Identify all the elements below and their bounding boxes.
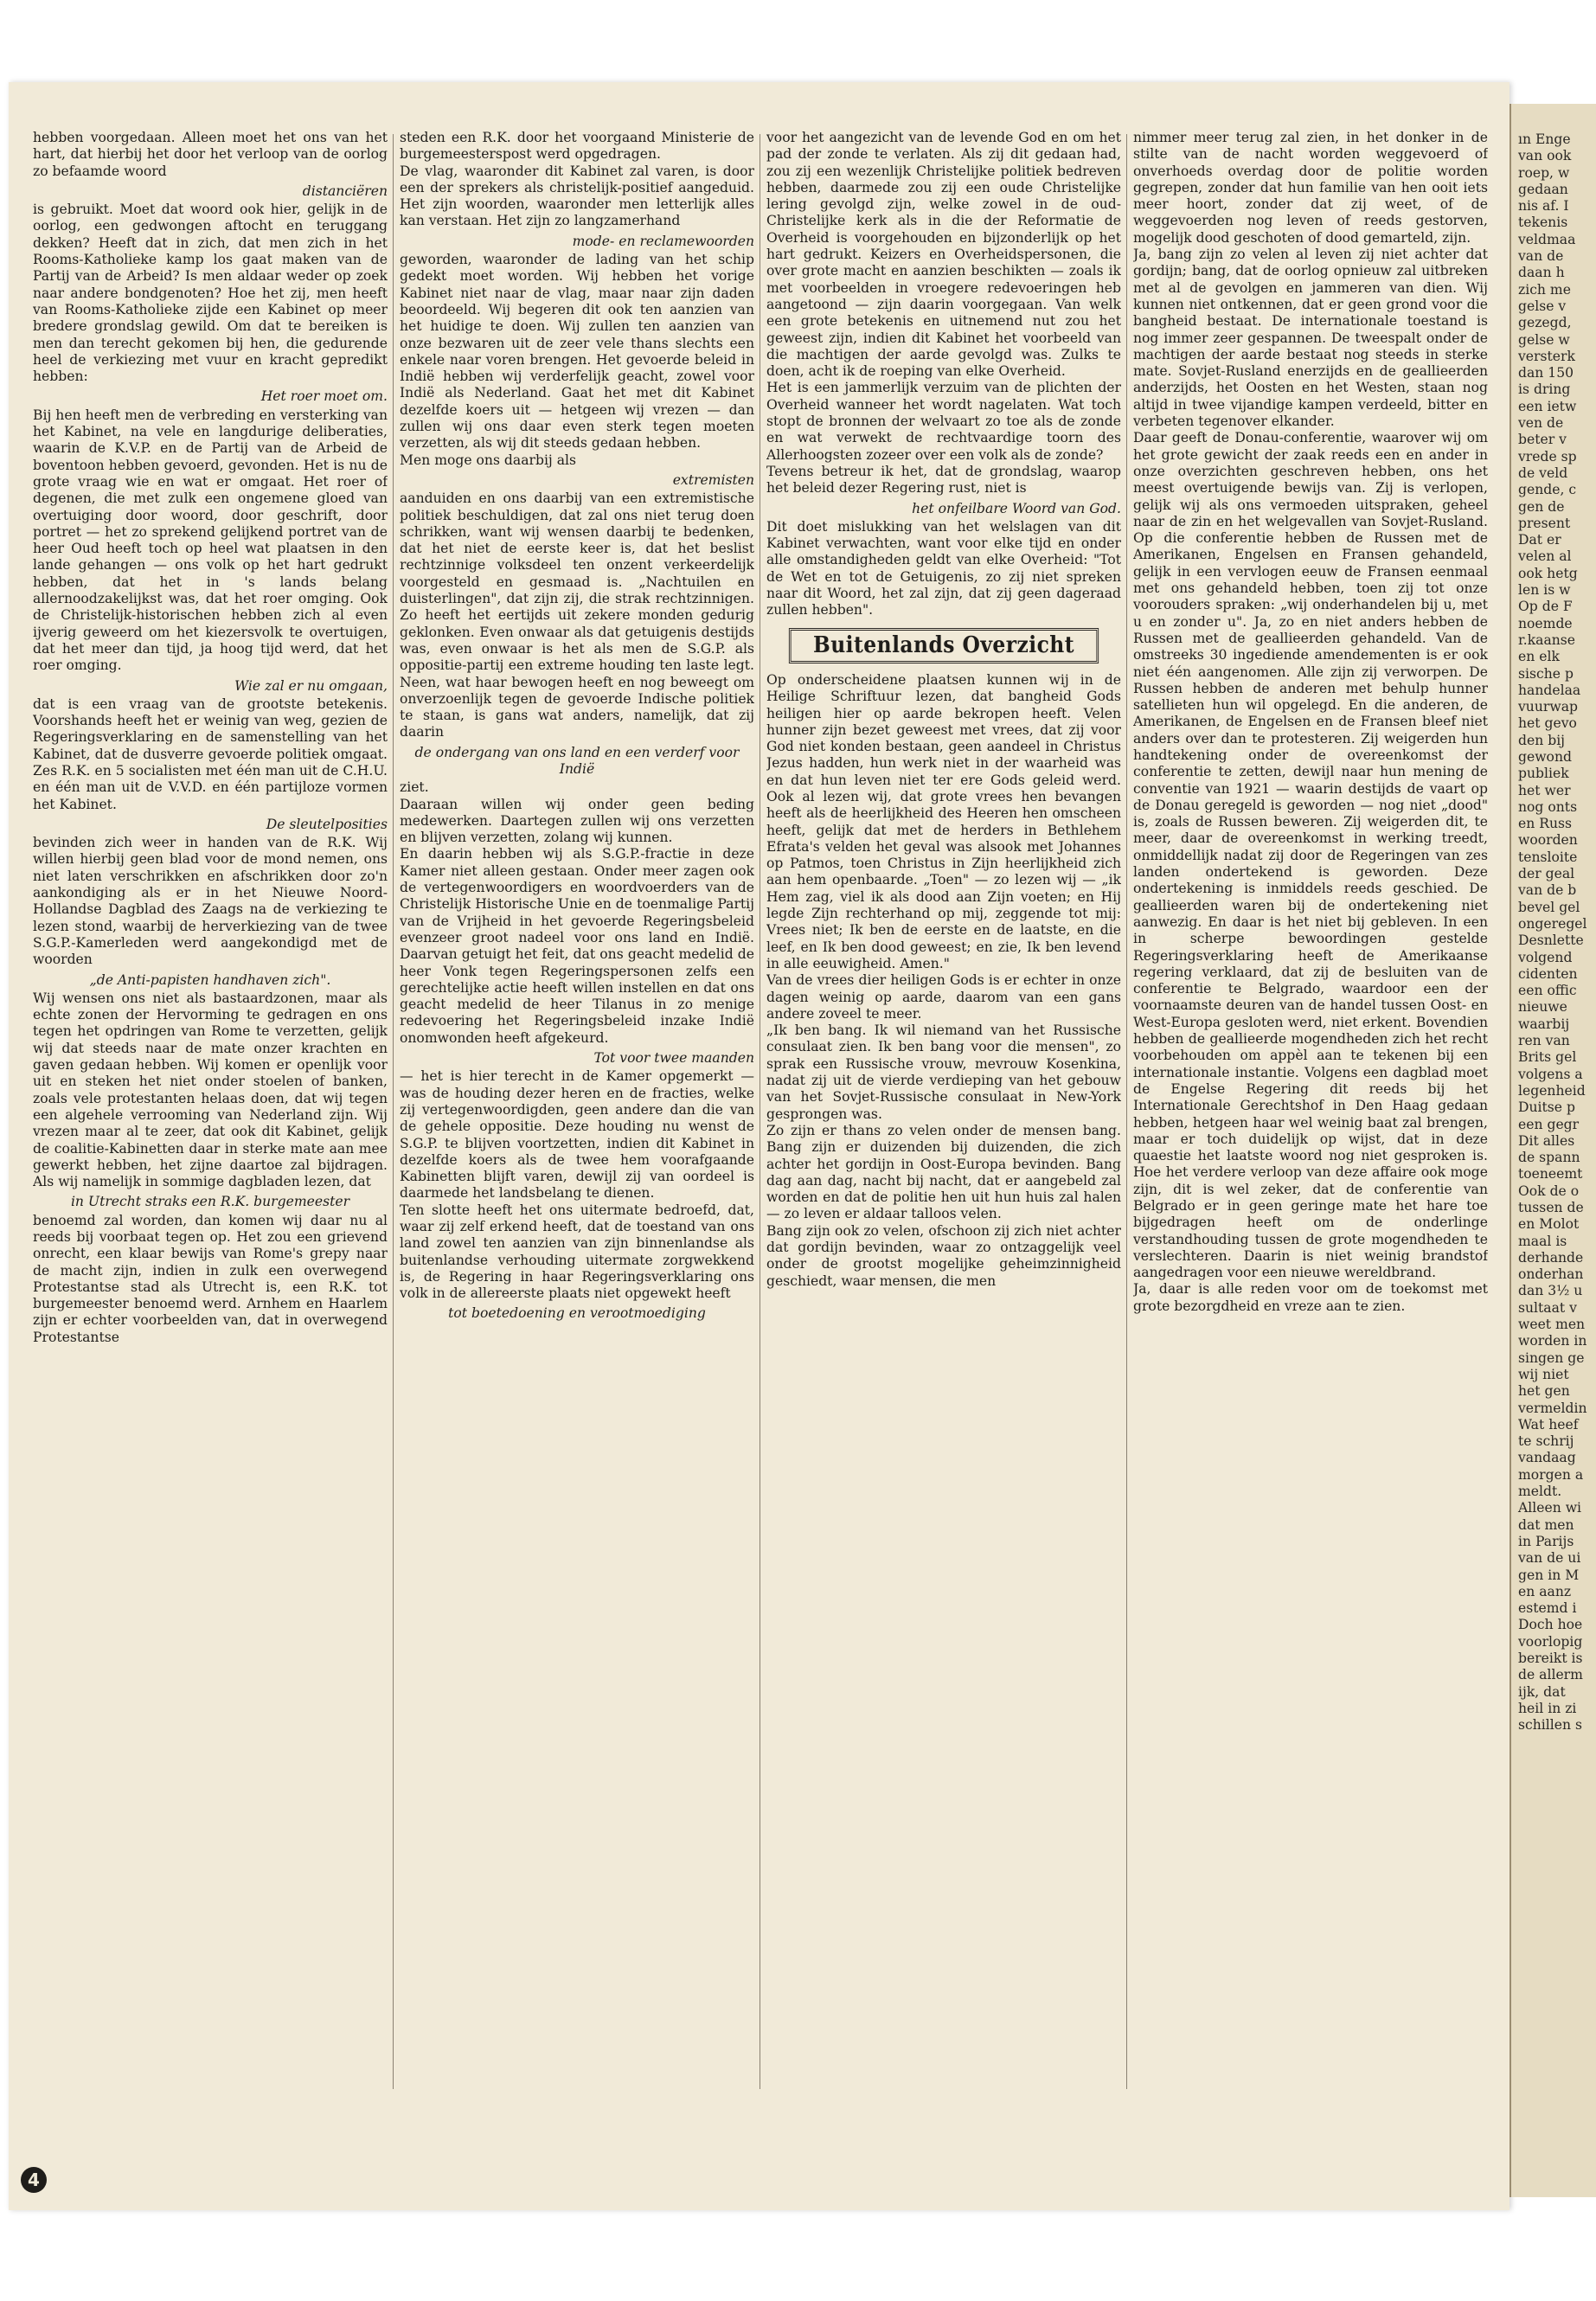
article-paragraph: — het is hier terecht in de Kamer opgemerkt — was de houding dezer heren en de fracties, welke zij vertegenwoordigden, geen andere dan die van de gehele oppositie. Deze houding nu wenst de S.G.P. te blijven voortzetten, indien dit Kabinet in dezelfde koers als de twee hem voorafgaande Kabinetten blijft varen, dewijl zij van oordeel is daarmede het landsbelang te dienen.: [400, 1068, 754, 1202]
adjacent-page-line: den bij: [1518, 732, 1566, 748]
adjacent-page-line: vuurwap: [1518, 699, 1578, 715]
adjacent-page-line: beter v: [1518, 432, 1567, 448]
adjacent-page-line: van de ui: [1518, 1550, 1581, 1567]
adjacent-page-line: gen in M: [1518, 1567, 1580, 1583]
adjacent-page-line: een ietw: [1518, 398, 1577, 414]
adjacent-page-line: nis af. I: [1518, 198, 1569, 215]
adjacent-page-line: gewond: [1518, 748, 1572, 765]
adjacent-page-line: weet men: [1518, 1317, 1586, 1333]
adjacent-page-line: de spann: [1518, 1150, 1580, 1166]
adjacent-page-line: Op de F: [1518, 599, 1573, 615]
text-column-4: [1133, 130, 1488, 2093]
article-paragraph: Van de vrees dier heiligen Gods is er echter in onze dagen weinig op aarde, daarom van een gans andere zoveel te meer.: [766, 972, 1121, 1022]
adjacent-page-line: tussen de: [1518, 1200, 1584, 1215]
article-paragraph: ziet.: [400, 779, 429, 796]
article-paragraph: Op onderscheidene plaatsen kunnen wij in de Heilige Schriftuur lezen, dat bangheid Gods heiligen hier op aarde bekropen heeft. Velen hunner zijn bezet geweest met vrees, dat zij voor God niet konden bestaan, geen aandeel in Christus Jezus hadden, hun werk niet in der waarheid was en dat hun leven niet ter ere Gods geleid werd. Ook al lezen wij, dat grote vrees hen bevangen heeft als de heerlijkheid des Heeren hen omscheen heeft, gelijk dat met de herders in Bethlehem Efrata's velden het geval was alsook met Johannes op Patmos, toen Christus in Zijn heerlijkheid zich aan hem openbaarde. „Toen" — zo lezen wij — „ik Hem zag, viel ik als dood aan Zijn voeten; en Hij legde Zijn rechterhand op mij, zeggende tot mij: Vrees niet; Ik ben de eerste en de laatste, en die leef, en Ik ben dood geweest; en zie, Ik ben levend in alle eeuwigheid. Amen.": [766, 671, 1121, 971]
adjacent-page-line: derhande: [1518, 1249, 1584, 1266]
column-rule: [393, 134, 394, 2089]
boxed-section-title: Buitenlands Overzicht: [789, 628, 1099, 663]
adjacent-page-line: vrede sp: [1518, 448, 1577, 465]
adjacent-page-line: ven de: [1518, 415, 1564, 432]
adjacent-page-line: volgens a: [1518, 1066, 1583, 1082]
adjacent-page-line: gedaan: [1518, 181, 1568, 197]
section-subheading: extremisten: [672, 471, 754, 488]
adjacent-page-line: gelse v: [1518, 298, 1567, 314]
article-paragraph: Ten slotte heeft het ons uitermate bedroefd, dat, waar zij zelf erkend heeft, dat de toestand van ons land zowel ten aanzien van zijn binnenlandse als buitenlandse verhouding uitermate zorgwekkend is, de Regering in haar Regeringsverklaring ons volk in de allereerste plaats niet opgewekt heeft: [400, 1202, 754, 1302]
adjacent-page-line: en aanz: [1518, 1583, 1572, 1599]
article-paragraph: steden een R.K. door het voorgaand Ministerie de burgemeesterspost werd opgedragen.: [400, 130, 754, 163]
adjacent-page-line: dan 150: [1518, 365, 1574, 381]
adjacent-page-line: legenheid: [1518, 1082, 1586, 1099]
article-paragraph: En daarin hebben wij als S.G.P.-fractie in deze Kamer niet alleen gestaan. Onder meer zagen ook de vertegenwoordigers en woordvoerders van de Christelijk Historische Unie en de toenmalige Partij van de Vrijheid in het gevoerde Regeringsbeleid evenzeer groot nadeel voor ons land en Indië. Daarvan getuigt het feit, dat ons geacht medelid de heer Vonk tegen Regeringspersonen zelfs een gerechtelijke actie heeft willen instellen en dat ons geacht medelid de heer Tilanus in zo menige redevoering het Regeringsbeleid inzake Indië onomwonden heeft afgekeurd.: [400, 846, 754, 1046]
article-paragraph: is gebruikt. Moet dat woord ook hier, gelijk in de oorlog, een gedwongen aftocht en teruggang dekken? Heeft dat in zich, dat men zich in het Rooms-Katholieke kamp los gaat maken van de Partij van de Arbeid? Is men aldaar weder op zoek naar andere bondgenoten? Hoe het zij, men heeft van Rooms-Katholieke zijde een Kabinet op meer bredere grondslag gewild. Om dat te bereiken is men dan terecht gekomen bij hen, die gedurende heel de verkiezing met vuur en kracht gepredikt hebben:: [33, 202, 388, 385]
column-rule: [1126, 134, 1127, 2089]
adjacent-page-line: veldmaa: [1518, 231, 1576, 247]
adjacent-page-line: bereikt is: [1518, 1650, 1583, 1667]
section-subheading: in Utrecht straks een R.K. burgemeester: [70, 1194, 350, 1210]
section-subheading: Het roer moet om.: [260, 388, 388, 405]
section-subheading: distanciëren: [302, 183, 388, 199]
article-paragraph: Tevens betreur ik het, dat de grondslag, waarop het beleid dezer Regering rust, niet is: [766, 463, 1121, 497]
adjacent-page-line: het gen: [1518, 1383, 1570, 1400]
adjacent-page-line: meldt.: [1518, 1484, 1562, 1500]
adjacent-page-line: worden in: [1518, 1333, 1587, 1349]
adjacent-page-line: Dit alles: [1518, 1132, 1575, 1149]
article-paragraph: Daar geeft de Donau-conferentie, waarover wij om het grote gewicht der zaak reeds een en ander in onze overzichten geschreven hebben, ons het meest overtuigende bewijs van. Zij is verlopen, gelijk wij als ons vermoeden uitspraken, geheel naar de zin en het welgevallen van Sovjet-Rusland. Op die conferentie hebben de Russen met de Amerikanen, Engelsen en Fransen gehandeld, gelijk in een vervlogen eeuw de Fransen eenmaal met ons gehandeld hebben, toen zij tot onze voorouders spraken: „wij onderhandelen bij u, met u en zonder u". Ja, zo en niet anders hebben de Russen met de geallieerden gehandeld. Van de omstreeks 30 ingediende amendementen is er ook niet één aangenomen. Alle zijn zij verworpen. De Russen hebben de anderen met behulp hunner satellieten hun wil opgelegd. En die anderen, de Amerikanen, de Engelsen en de Fransen bleef niet anders over dan te protesteren. Zij weigerden hun handtekening onder de overeenkomst der conferentie te zetten, dewijl naar hun mening de conventie van 1921 — waarin destijds de vaart op de Donau geregeld is geworden — nog niet „dood" is, zoals de Russen beweren. Zij weigerden dit, te meer, daar de overeenkomst in werking treedt, onmiddellijk nadat zij door de Regeringen van zes landen ondertekend is geworden. Deze ondertekening is inmiddels reeds geschied. De geallieerden waren bij de ondertekening niet aanwezig. En daar is het niet bij gebleven. In een in scherpe bewoordingen gestelde Regeringsverklaring heeft de Amerikaanse regering verklaard, dat zij de besluiten van de conferentie te Belgrado, waardoor een der voornaamste deuren van de handel tussen Oost- en West-Europa gesloten werd, niet erkent. Bovendien hebben de geallieerde mogendheden zich het recht voorbehouden om appèl aan te tekenen bij een internationale instantie. Volgens een dagblad moet de Engelse Regering dit reeds bij het Internationale Gerechtshof in Den Haag gedaan hebben, hetgeen haar wel weinig baat zal brengen, maar er toch duidelijk op wijst, dat in deze quaestie het laatste woord nog niet gesproken is. Hoe het verdere verloop van deze affaire ook moge zijn, dit is wel zeker, dat de conferentie van Belgrado er in geen geringe mate het hare toe bijgedragen heeft om de onderlinge verstandhouding tussen de grote mogendheden te verslechteren. Daarin is niet weinig brandstof aangedragen voor een nieuwe wereldbrand.: [1133, 430, 1488, 1281]
adjacent-page-line: bevel gel: [1518, 899, 1580, 915]
adjacent-page-line: waarbij: [1518, 1016, 1570, 1032]
article-paragraph: „Ik ben bang. Ik wil niemand van het Russische consulaat zien. Ik ben bang voor die mensen", zo sprak een Russische vrouw, mevrouw Kosenkina, nadat zij uit de vierde verdieping van het gebouw van het Sovjet-Russische consulaat in New-York gesprongen was.: [766, 1022, 1121, 1122]
adjacent-page-line: de allerm: [1518, 1667, 1583, 1683]
article-paragraph: Zo zijn er thans zo velen onder de mensen bang. Bang zijn er duizenden bij duizenden, die zich achter het gordijn in Oost-Europa bevinden. Bang dag aan dag, nacht bij nacht, dat er aangebeld zal worden en dat de politie hen uit hun huis zal halen — zo leven er aldaar talloos velen.: [766, 1122, 1121, 1222]
adjacent-page-line: te schrij: [1518, 1433, 1574, 1450]
section-subheading: Wie zal er nu omgaan,: [234, 677, 388, 694]
adjacent-page-line: Desnlette: [1518, 933, 1584, 949]
adjacent-page-line: nieuwe: [1518, 999, 1567, 1016]
adjacent-page-line: Dat er: [1518, 532, 1561, 548]
adjacent-page-line: vermeldin: [1518, 1400, 1587, 1416]
adjacent-page-line: woorden: [1518, 832, 1578, 849]
adjacent-page-line: tekenis: [1518, 215, 1568, 231]
adjacent-page-line: Wat heef: [1518, 1416, 1579, 1433]
adjacent-page-line: r.kaanse: [1518, 631, 1576, 648]
adjacent-page-line: gelse w: [1518, 331, 1570, 348]
adjacent-page-line: en Molot: [1518, 1216, 1580, 1233]
text-column-3: [766, 130, 1121, 2093]
article-paragraph: Ja, bang zijn zo velen al leven zij niet achter dat gordijn; bang, dat de oorlog opnieuw zal uitbreken met al de gevolgen en jammeren van dien. Wij kunnen niet ontkennen, dat er geen grond voor die bangheid bestaat. De internationale toestand is nog immer zeer gespannen. De tweespalt onder de machtigen der aarde bestaat nog steeds in sterke mate. Sovjet-Rusland enerzijds en de geallieerden anderzijds, het Oosten en het Westen, staan nog altijd in twee vijandige kampen verdeeld, bitter en verbeten tegenover elkander.: [1133, 247, 1488, 430]
adjacent-page-line: Brits gel: [1518, 1049, 1577, 1066]
adjacent-page-line: schillen s: [1518, 1717, 1582, 1734]
adjacent-page-edge: [1509, 104, 1596, 2197]
text-column-1: [33, 130, 388, 2093]
section-subheading: mode- en reclamewoorden: [572, 233, 754, 249]
article-paragraph: Men moge ons daarbij als: [400, 452, 577, 468]
adjacent-page-line: is dring: [1518, 381, 1571, 398]
adjacent-page-line: ijk, dat: [1518, 1683, 1566, 1700]
adjacent-page-line: len is w: [1518, 582, 1571, 599]
article-paragraph: Daaraan willen wij onder geen beding medewerken. Daartegen zullen wij ons verzetten en blijven verzetten, zolang wij kunnen.: [400, 796, 754, 846]
adjacent-page-line: daan h: [1518, 265, 1565, 281]
adjacent-page-line: Alleen wi: [1518, 1500, 1582, 1516]
article-paragraph: nimmer meer terug zal zien, in het donker in de stilte van de nacht worden weggevoerd of onverhoeds overdag door de politie worden gegrepen, zonder dat hun familie van hen ooit iets meer hoort, zonder dat zij weet, of de weggevoerden nog leven of reeds gestorven, mogelijk dood geschoten of dood gemarteld, zijn.: [1133, 130, 1488, 246]
section-subheading: „de Anti-papisten handhaven zich".: [89, 971, 331, 988]
adjacent-page-line: van ook: [1518, 148, 1572, 164]
adjacent-page-line: gezegd,: [1518, 315, 1572, 331]
adjacent-page-line: het gevo: [1518, 715, 1577, 732]
adjacent-page-line: Duitse p: [1518, 1099, 1575, 1116]
adjacent-page-line: van de b: [1518, 882, 1577, 899]
article-paragraph: Bang zijn ook zo velen, ofschoon zij zich niet achter dat gordijn bevinden, waar zo ontzaggelijk veel onder de grootst mogelijke geheimzinnigheid geschiedt, waar mensen, die men: [766, 1222, 1121, 1289]
section-subheading: het onfeilbare Woord van God.: [912, 500, 1121, 516]
adjacent-page-line: van de: [1518, 248, 1564, 265]
article-paragraph: dat is een vraag van de grootste betekenis. Voorshands heeft het er weinig van weg, gezien de Regeringsverklaring en de samenstelling van het Kabinet, dat de dusverre gevoerde politiek omgaat. Zes R.K. en 5 socialisten met één man uit de C.H.U. en één man uit de V.V.D. en één partijloze vormen het Kabinet.: [33, 695, 388, 812]
adjacent-page-line: voorlopig: [1518, 1633, 1583, 1650]
text-column-2: [400, 130, 754, 2093]
adjacent-page-line: zich me: [1518, 281, 1571, 298]
section-subheading: De sleutelposities: [266, 816, 388, 832]
adjacent-page-line: nog onts: [1518, 798, 1578, 815]
adjacent-page-line: en Russ: [1518, 816, 1573, 832]
adjacent-page-line: gende, c: [1518, 482, 1577, 498]
adjacent-page-line: onderhan: [1518, 1266, 1584, 1283]
adjacent-page-line: singen ge: [1518, 1349, 1585, 1366]
adjacent-page-line: en elk: [1518, 649, 1560, 665]
adjacent-page-line: versterk: [1518, 348, 1575, 364]
adjacent-page-line: dan 3½ u: [1518, 1283, 1583, 1299]
article-paragraph: geworden, waaronder de lading van het schip gedekt moet worden. Wij hebben het vorige Kabinet niet naar de vlag, maar naar zijn daden beoordeeld. Wij begeren dit ook ten aanzien van het huidige te doen. Wij zullen ten aanzien van onze bezwaren uit de zeer vele thans slechts een enkele naar voren brengen. Het gevoerde beleid in Indië hebben wij verderfelijk geacht, zowel voor Indië als Nederland. Gaat het met dit Kabinet dezelfde koers uit — hetgeen wij vrezen — dan zullen wij ons daar even sterk tegen moeten verzetten, als wij dit steeds gedaan hebben.: [400, 252, 754, 452]
adjacent-page-line: volgend: [1518, 949, 1573, 965]
section-subheading: tot boetedoening en verootmoediging: [448, 1305, 706, 1322]
adjacent-page-line: maal is: [1518, 1233, 1567, 1249]
adjacent-page-line: het wer: [1518, 782, 1571, 798]
adjacent-page-line: tensloite: [1518, 849, 1578, 865]
adjacent-page-line: noemde: [1518, 615, 1573, 631]
article-paragraph: Dit doet mislukking van het welslagen van dit Kabinet verwachten, want voor elke tijd en onder alle omstandigheden geldt van elke Overheid: "Tot de Wet en tot de Getuigenis, zo zij niet spreken naar dit Woord, het zal zijn, dat zij geen dageraad zullen hebben".: [766, 518, 1121, 619]
page-number: 4: [21, 2167, 47, 2193]
adjacent-page-line: ın Enge: [1518, 131, 1571, 147]
adjacent-page-line: de veld: [1518, 465, 1568, 481]
article-paragraph: De vlag, waaronder dit Kabinet zal varen, is door een der sprekers als christelijk-positief aangeduid. Het zijn woorden, waaronder men letterlijk alles kan verstaan. Het zijn zo langzamerhand: [400, 163, 754, 229]
adjacent-page-line: sische p: [1518, 665, 1574, 682]
adjacent-page-line: Ook de o: [1518, 1183, 1580, 1199]
section-subheading: Tot voor twee maanden: [593, 1050, 754, 1067]
adjacent-page-line: gen de: [1518, 498, 1565, 515]
adjacent-page-line: toeneemt: [1518, 1166, 1583, 1183]
adjacent-page-line: ren van: [1518, 1033, 1570, 1049]
adjacent-page-line: een gegr: [1518, 1116, 1580, 1132]
adjacent-page-line: present: [1518, 515, 1571, 531]
adjacent-page-line: roep, w: [1518, 164, 1570, 181]
article-paragraph: Bij hen heeft men de verbreding en versterking van het Kabinet, na vele en langdurige deliberaties, waarin de K.V.P. en de Partij van de Arbeid de boventoon hebben gevoerd, gevonden. Het is nu de grote vraag wie en wat er omgaat. Het roer of degenen, die met zulk een ongemene gloed van overtuiging door woord, door geschrift, door portret — het zo sprekend gelijkend portret van de heer Oud heeft toch op heel wat plaatsen in den lande gehangen — ons volk op het hart gedrukt hebben, dat het in 's lands belang allernoodzakelijkst was, dat het roer omging. Ook de Christelijk-historischen hebben zich al even ijverig geweerd om het kiezersvolk te overtuigen, dat het meer dan tijd, ja hoog tijd werd, dat het roer omging.: [33, 407, 388, 674]
adjacent-page-line: ook hetg: [1518, 565, 1578, 581]
article-paragraph: Ja, daar is alle reden voor om de toekomst met grote bezorgdheid en vreze aan te zien.: [1133, 1281, 1488, 1314]
adjacent-page-line: der geal: [1518, 866, 1575, 882]
article-paragraph: Het is een jammerlijk verzuim van de plichten der Overheid wanneer het wordt nagelaten. Wat toch stopt de bronnen der welvaart zo toe als de zonde en wat verwekt de rechtvaardige toorn des Allerhoogsten zozeer over een volk als de zonde?: [766, 380, 1121, 463]
article-paragraph: voor het aangezicht van de levende God en om het pad der zonde te verlaten. Als zij dit gedaan had, zou zij een wezenlijk Christelijke politiek bedreven hebben, daarmede zou zij een oude Christelijke lering gevolgd zijn, welke zowel in de oud-Christelijke kerk als in die der Reformatie de Overheid is voorgehouden en bijzonderlijk op het hart gedrukt. Keizers en Overheidspersonen, die over grote macht en aanzien beschikten — zoals ik met voorbeelden in vroegere redevoeringen heb aangetoond — zijn daarin voorgegaan. Van welk een grote betekenis en uitnemend nut zou het geweest zijn, indien dit Kabinet het voorbeeld van die machtigen der aarde gevolgd was. Zulks te doen, acht ik de roeping van elke Overheid.: [766, 130, 1121, 380]
article-paragraph: hebben voorgedaan. Alleen moet het ons van het hart, dat hierbij het door het verloop van de oorlog zo befaamde woord: [33, 130, 388, 179]
section-subheading: de ondergang van ons land en een verderf voor Indië: [414, 744, 740, 777]
adjacent-page-line: vandaag: [1518, 1450, 1576, 1466]
article-paragraph: benoemd zal worden, dan komen wij daar nu al reeds bij voorbaat tegen op. Het zou een grievend onrecht, een klaar bewijs van Rome's grepy naar de macht zijn, indien in zulk een overwegend Protestantse stad als Utrecht is, een R.K. tot burgemeester benoemd werd. Arnhem en Haarlem zijn er echter voorbeelden van, dat in overwegend Protestantse: [33, 1212, 388, 1345]
article-paragraph: bevinden zich weer in handen van de R.K. Wij willen hierbij geen blad voor de mond nemen, ons niet laten verschrikken en afschrikken door zo'n aankondiging als er in het Nieuwe Noord-Hollandse Dagblad des Zaags na de verkiezing te lezen stond, waarbij de herverkiezing van de twee S.G.P.-Kamerleden werd aangekondigd met de woorden: [33, 835, 388, 968]
adjacent-page-line: ongeregel: [1518, 915, 1587, 932]
adjacent-page-line: wij niet: [1518, 1366, 1569, 1382]
adjacent-page-line: handelaa: [1518, 682, 1581, 698]
adjacent-page-line: morgen a: [1518, 1466, 1584, 1483]
adjacent-page-line: heil in zi: [1518, 1700, 1577, 1716]
adjacent-page-line: in Parijs: [1518, 1533, 1574, 1549]
article-paragraph: Wij wensen ons niet als bastaardzonen, maar als echte zonen der Hervorming te gedragen en ons tegen het opdringen van Rome te verzetten, gelijk wij dat steeds naar de mate onzer krachten en gaven gedaan hebben. Wij komen er openlijk voor uit en steken het niet onder stoelen of banken, zoals vele protestanten helaas doen, dat wij tegen een algehele verrooming van Nederland zijn. Wij vrezen maar al te zeer, dat ook dit Kabinet, gelijk de coalitie-Kabinetten daar in sterke mate aan mee gewerkt hebben, het zijne daartoe zal bijdragen. Als wij namelijk in sommige dagbladen lezen, dat: [33, 990, 388, 1190]
adjacent-page-line: velen al: [1518, 548, 1572, 565]
adjacent-page-line: sultaat v: [1518, 1299, 1577, 1316]
adjacent-page-line: Doch hoe: [1518, 1617, 1583, 1633]
adjacent-page-line: estemd i: [1518, 1600, 1577, 1617]
adjacent-page-line: een offic: [1518, 983, 1577, 999]
adjacent-page-line: publiek: [1518, 766, 1569, 782]
adjacent-page-line: cidenten: [1518, 965, 1578, 982]
article-paragraph: aanduiden en ons daarbij van een extremistische politiek beschuldigen, dat zal ons niet terug doen schrikken, want wij wensen daarbij te bedenken, dat het niet de eerste keer is, dat het beslist rechtzinnige volksdeel ten onzent verkeerdelijk voorgesteld en gesmaad is. „Nachtuilen en duisterlingen", dat zijn zij, die strak rechtzinnigen. Zo heeft het eertijds uit zekere monden gedurig geklonken. Even onwaar als dat getuigenis destijds was, even onwaar is het als men de S.G.P. als oppositie-partij een extreme houding ten laste legt. Neen, wat haar bewogen heeft en nog beweegt om onverzoenlijk tegen de gevoerde Indische politiek te staan, is gans wat anders, namelijk, dat zij daarin: [400, 490, 754, 740]
adjacent-page-line: dat men: [1518, 1516, 1574, 1533]
adjacent-page-text: [1511, 131, 1587, 1734]
